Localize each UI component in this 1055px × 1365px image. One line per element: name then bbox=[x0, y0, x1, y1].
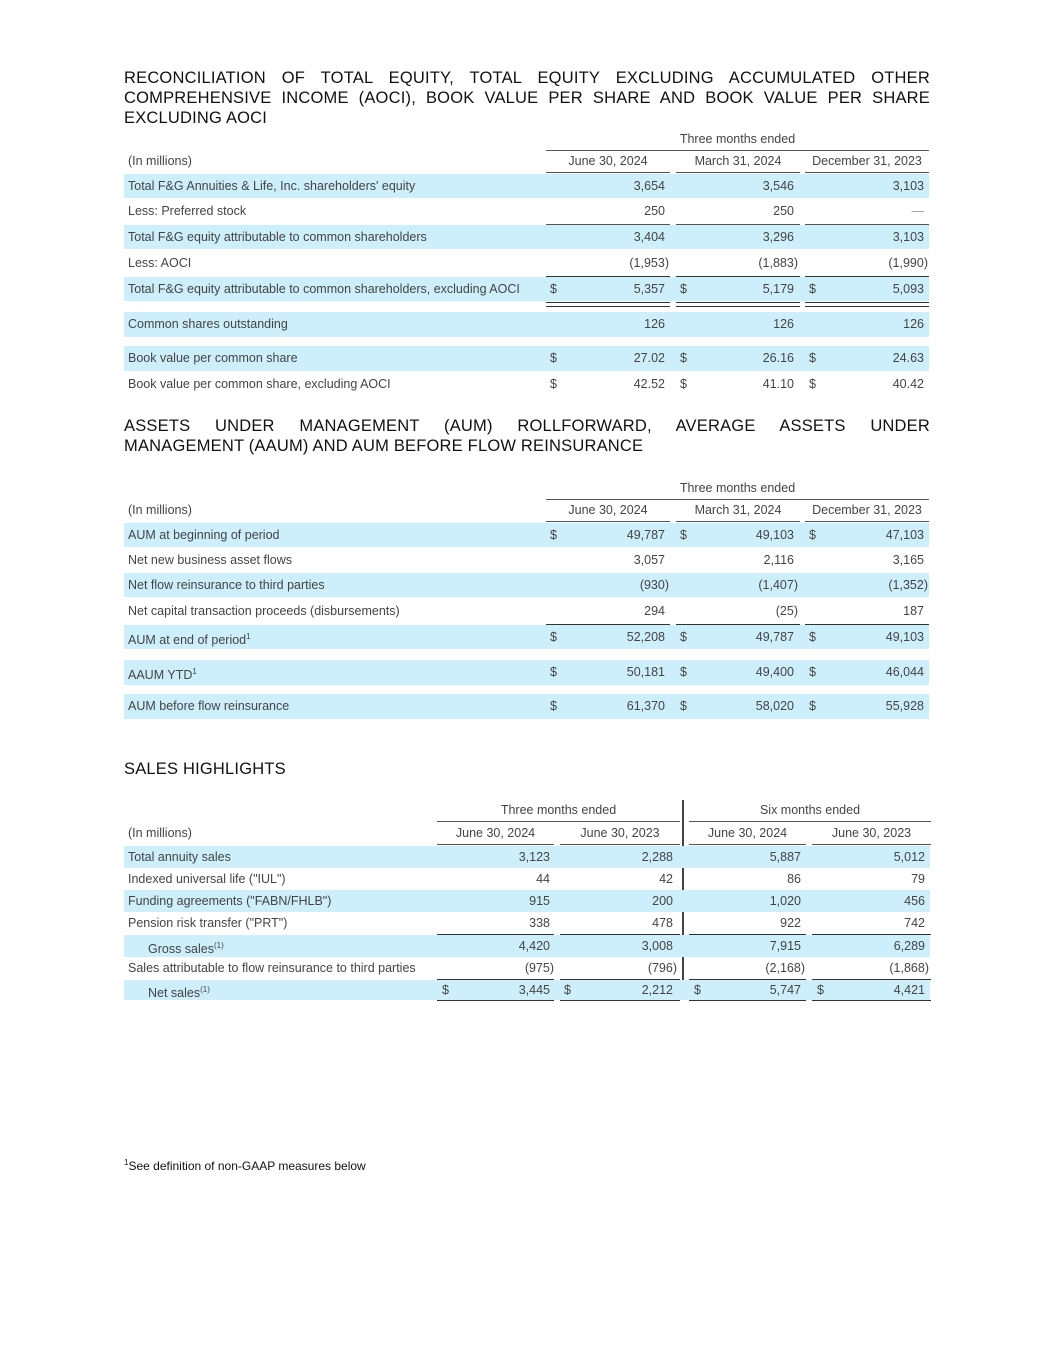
column-header: December 31, 2023 bbox=[812, 503, 922, 517]
group-header-underline bbox=[546, 150, 929, 151]
row-value: 187 bbox=[903, 604, 924, 618]
currency-symbol: $ bbox=[809, 351, 816, 365]
row-value: 456 bbox=[904, 894, 925, 908]
row-value: 49,787 bbox=[626, 528, 665, 542]
section1-title bbox=[124, 68, 930, 128]
row-value: 5,093 bbox=[892, 282, 924, 296]
table-row bbox=[124, 346, 929, 371]
table-row bbox=[124, 225, 929, 249]
section3-title: SALES HIGHLIGHTS bbox=[124, 760, 286, 778]
row-value: 200 bbox=[652, 894, 673, 908]
total-rule bbox=[560, 1000, 680, 1001]
row-value: 5,887 bbox=[769, 850, 801, 864]
row-value: 250 bbox=[644, 204, 665, 218]
row-value: 126 bbox=[773, 317, 794, 331]
row-value: 3,057 bbox=[633, 553, 665, 567]
table-row bbox=[124, 846, 930, 868]
row-value: (25) bbox=[775, 604, 798, 618]
row-value: (1,868) bbox=[889, 961, 929, 975]
row-label: Less: Preferred stock bbox=[128, 204, 247, 218]
table-row bbox=[124, 523, 929, 547]
row-value: (796) bbox=[647, 961, 677, 975]
row-value: 42.52 bbox=[633, 377, 665, 391]
currency-symbol: $ bbox=[809, 630, 816, 644]
section1-title-line-2: COMPREHENSIVE INCOME (AOCI), BOOK VALUE PER SHARE AND BOOK VALUE PER SHARE bbox=[124, 89, 930, 107]
row-value: 2,116 bbox=[763, 553, 794, 567]
column-header-underline bbox=[546, 172, 670, 173]
table-row bbox=[124, 372, 929, 396]
footnote-text: See definition of non-GAAP measures below bbox=[128, 1159, 366, 1173]
row-value: 3,123 bbox=[518, 850, 550, 864]
column-header: March 31, 2024 bbox=[694, 154, 782, 168]
section1-title-line-1: RECONCILIATION OF TOTAL EQUITY, TOTAL EQUITY EXCLUDING ACCUMULATED OTHER bbox=[124, 69, 930, 87]
group-header-underline bbox=[437, 821, 680, 822]
currency-symbol: $ bbox=[809, 699, 816, 713]
row-label: Net flow reinsurance to third parties bbox=[128, 578, 325, 592]
currency-symbol: $ bbox=[809, 377, 816, 391]
footnote-marker: 1 bbox=[246, 632, 251, 641]
row-value: (2,168) bbox=[765, 961, 805, 975]
row-value: 3,404 bbox=[633, 230, 665, 244]
row-label-text: Net sales bbox=[148, 986, 201, 1001]
column-header-underline bbox=[805, 172, 929, 173]
table-row bbox=[124, 277, 929, 301]
row-value: 3,103 bbox=[892, 230, 924, 244]
sales-highlights-table bbox=[124, 800, 934, 1005]
table-row bbox=[124, 980, 930, 1000]
column-header-underline bbox=[676, 172, 800, 173]
row-value: 1,020 bbox=[769, 894, 801, 908]
row-label: Total annuity sales bbox=[128, 850, 231, 864]
table-row bbox=[124, 625, 929, 649]
row-value: 2,212 bbox=[641, 983, 673, 997]
row-value: — bbox=[911, 204, 924, 218]
currency-symbol: $ bbox=[564, 983, 571, 997]
row-value: 46,044 bbox=[885, 665, 924, 679]
row-label-text: Gross sales bbox=[148, 942, 214, 957]
row-value: 478 bbox=[652, 916, 673, 930]
group-header-three-months: Three months ended bbox=[679, 481, 796, 495]
column-header: March 31, 2024 bbox=[694, 503, 782, 517]
row-value: 27.02 bbox=[633, 351, 665, 365]
row-value: 58,020 bbox=[755, 699, 794, 713]
column-header-underline bbox=[437, 844, 554, 845]
units-label: (In millions) bbox=[128, 154, 192, 168]
row-value: 3,103 bbox=[892, 179, 924, 193]
row-label: AUM at beginning of period bbox=[128, 528, 280, 542]
row-value: 49,400 bbox=[755, 665, 794, 679]
footnote-marker: 1 bbox=[124, 1158, 129, 1167]
currency-symbol: $ bbox=[680, 377, 687, 391]
row-label: Book value per common share bbox=[128, 351, 298, 365]
row-label bbox=[148, 935, 224, 957]
column-header: June 30, 2023 bbox=[831, 826, 912, 840]
row-value: (1,953) bbox=[629, 256, 669, 270]
total-rule bbox=[437, 1000, 554, 1001]
row-value: 3,445 bbox=[518, 983, 550, 997]
table-row bbox=[124, 199, 929, 223]
column-header-underline bbox=[812, 844, 931, 845]
row-value: 742 bbox=[904, 916, 925, 930]
row-value: 52,208 bbox=[626, 630, 665, 644]
row-label: Less: AOCI bbox=[128, 256, 192, 270]
row-value: 5,012 bbox=[893, 850, 925, 864]
total-rule bbox=[812, 1000, 931, 1001]
row-value: 42 bbox=[659, 872, 673, 886]
row-value: 40.42 bbox=[892, 377, 924, 391]
table-row bbox=[124, 935, 930, 957]
row-value: 3,008 bbox=[641, 939, 673, 953]
column-header: June 30, 2024 bbox=[707, 826, 788, 840]
row-value: 5,357 bbox=[633, 282, 665, 296]
row-label-text: AUM at end of period bbox=[128, 633, 247, 648]
aum-rollforward-table bbox=[124, 478, 930, 723]
currency-symbol: $ bbox=[550, 528, 557, 542]
row-value: 4,421 bbox=[893, 983, 925, 997]
row-label: Total F&G Annuities & Life, Inc. shareholders' equity bbox=[128, 179, 416, 193]
currency-symbol: $ bbox=[809, 282, 816, 296]
table-row bbox=[124, 868, 930, 890]
row-value: 79 bbox=[911, 872, 925, 886]
table-row bbox=[124, 599, 929, 623]
row-value: 915 bbox=[529, 894, 550, 908]
table-row bbox=[124, 573, 929, 597]
table-row bbox=[124, 312, 929, 337]
column-header: June 30, 2024 bbox=[568, 154, 648, 168]
section2-title bbox=[124, 416, 930, 456]
row-value: (975) bbox=[524, 961, 554, 975]
row-value: 126 bbox=[644, 317, 665, 331]
row-label bbox=[128, 625, 251, 649]
row-label: Net new business asset flows bbox=[128, 553, 292, 567]
row-value: 26.16 bbox=[762, 351, 794, 365]
row-value: 61,370 bbox=[626, 699, 665, 713]
row-label bbox=[128, 660, 197, 685]
total-double-rule bbox=[546, 302, 670, 307]
currency-symbol: $ bbox=[680, 282, 687, 296]
currency-symbol: $ bbox=[680, 665, 687, 679]
table-row bbox=[124, 174, 929, 198]
group-header-six-months: Six months ended bbox=[759, 803, 861, 817]
row-label: Funding agreements ("FABN/FHLB") bbox=[128, 894, 332, 908]
row-value: 47,103 bbox=[885, 528, 924, 542]
row-label: Net capital transaction proceeds (disbursements) bbox=[128, 604, 400, 618]
row-value: 3,654 bbox=[633, 179, 665, 193]
row-label: Total F&G equity attributable to common shareholders, excluding AOCI bbox=[128, 282, 520, 296]
table-row bbox=[124, 660, 929, 685]
row-value: 922 bbox=[780, 916, 801, 930]
total-rule bbox=[689, 1000, 806, 1001]
total-double-rule bbox=[676, 302, 800, 307]
row-value: 250 bbox=[773, 204, 794, 218]
row-value: 3,546 bbox=[762, 179, 794, 193]
currency-symbol: $ bbox=[680, 528, 687, 542]
currency-symbol: $ bbox=[809, 665, 816, 679]
column-header-underline bbox=[689, 844, 806, 845]
table-row bbox=[124, 912, 930, 934]
row-value: 2,288 bbox=[641, 850, 673, 864]
row-value: 294 bbox=[644, 604, 665, 618]
currency-symbol: $ bbox=[694, 983, 701, 997]
group-header-three-months: Three months ended bbox=[679, 132, 796, 146]
table-row bbox=[124, 694, 929, 719]
row-value: (1,990) bbox=[888, 256, 928, 270]
row-value: 3,165 bbox=[892, 553, 924, 567]
column-header-underline bbox=[560, 844, 680, 845]
row-value: (930) bbox=[639, 578, 669, 592]
row-label: Indexed universal life ("IUL") bbox=[128, 872, 286, 886]
row-label: Total F&G equity attributable to common shareholders bbox=[128, 230, 427, 244]
currency-symbol: $ bbox=[550, 630, 557, 644]
row-label: Sales attributable to flow reinsurance to third parties bbox=[128, 961, 416, 975]
currency-symbol: $ bbox=[550, 699, 557, 713]
column-header: June 30, 2023 bbox=[580, 826, 660, 840]
currency-symbol: $ bbox=[550, 282, 557, 296]
currency-symbol: $ bbox=[550, 665, 557, 679]
currency-symbol: $ bbox=[550, 351, 557, 365]
units-label: (In millions) bbox=[128, 503, 192, 517]
currency-symbol: $ bbox=[680, 630, 687, 644]
units-label: (In millions) bbox=[128, 826, 192, 840]
currency-symbol: $ bbox=[550, 377, 557, 391]
currency-symbol: $ bbox=[817, 983, 824, 997]
table-row bbox=[124, 251, 929, 275]
row-label: Common shares outstanding bbox=[128, 317, 288, 331]
table-row bbox=[124, 957, 930, 979]
footnote bbox=[124, 1158, 366, 1173]
row-value: 49,103 bbox=[755, 528, 794, 542]
row-label: AUM before flow reinsurance bbox=[128, 699, 290, 713]
row-value: 41.10 bbox=[762, 377, 794, 391]
currency-symbol: $ bbox=[442, 983, 449, 997]
footnote-marker: (1) bbox=[200, 985, 210, 994]
currency-symbol: $ bbox=[680, 351, 687, 365]
row-value: 44 bbox=[536, 872, 550, 886]
column-header-underline bbox=[546, 521, 670, 522]
row-value: 3,296 bbox=[762, 230, 794, 244]
table-row bbox=[124, 890, 930, 912]
row-value: 55,928 bbox=[885, 699, 924, 713]
section1-title-line-3: EXCLUDING AOCI bbox=[124, 109, 268, 127]
row-label: Book value per common share, excluding AOCI bbox=[128, 377, 391, 391]
column-header: December 31, 2023 bbox=[812, 154, 922, 168]
row-value: 24.63 bbox=[892, 351, 924, 365]
footnote-marker: 1 bbox=[192, 667, 197, 676]
row-value: 86 bbox=[787, 872, 801, 886]
row-value: 5,747 bbox=[769, 983, 801, 997]
group-header-underline bbox=[546, 499, 929, 500]
row-value: 5,179 bbox=[762, 282, 794, 296]
table-row bbox=[124, 548, 929, 572]
currency-symbol: $ bbox=[809, 528, 816, 542]
row-value: (1,407) bbox=[758, 578, 798, 592]
row-value: (1,883) bbox=[758, 256, 798, 270]
row-value: (1,352) bbox=[888, 578, 928, 592]
column-header-underline bbox=[805, 521, 929, 522]
row-value: 4,420 bbox=[518, 939, 550, 953]
section2-title-line-2: MANAGEMENT (AAUM) AND AUM BEFORE FLOW REINSURANCE bbox=[124, 437, 644, 455]
row-label bbox=[148, 980, 210, 1000]
total-double-rule bbox=[805, 302, 929, 307]
row-label-text: AAUM YTD bbox=[128, 668, 193, 683]
column-header: June 30, 2024 bbox=[455, 826, 536, 840]
row-label: Pension risk transfer ("PRT") bbox=[128, 916, 288, 930]
row-value: 7,915 bbox=[769, 939, 801, 953]
equity-reconciliation-table bbox=[124, 130, 930, 400]
section2-title-line-1: ASSETS UNDER MANAGEMENT (AUM) ROLLFORWARD, AVERAGE ASSETS UNDER bbox=[124, 417, 930, 435]
row-value: 338 bbox=[529, 916, 550, 930]
column-header-underline bbox=[676, 521, 800, 522]
row-value: 126 bbox=[903, 317, 924, 331]
group-header-underline bbox=[689, 821, 931, 822]
row-value: 49,103 bbox=[885, 630, 924, 644]
group-header-three-months: Three months ended bbox=[500, 803, 617, 817]
row-value: 49,787 bbox=[755, 630, 794, 644]
currency-symbol: $ bbox=[680, 699, 687, 713]
row-value: 50,181 bbox=[626, 665, 665, 679]
row-value: 6,289 bbox=[893, 939, 925, 953]
footnote-marker: (1) bbox=[214, 941, 224, 950]
column-header: June 30, 2024 bbox=[568, 503, 648, 517]
